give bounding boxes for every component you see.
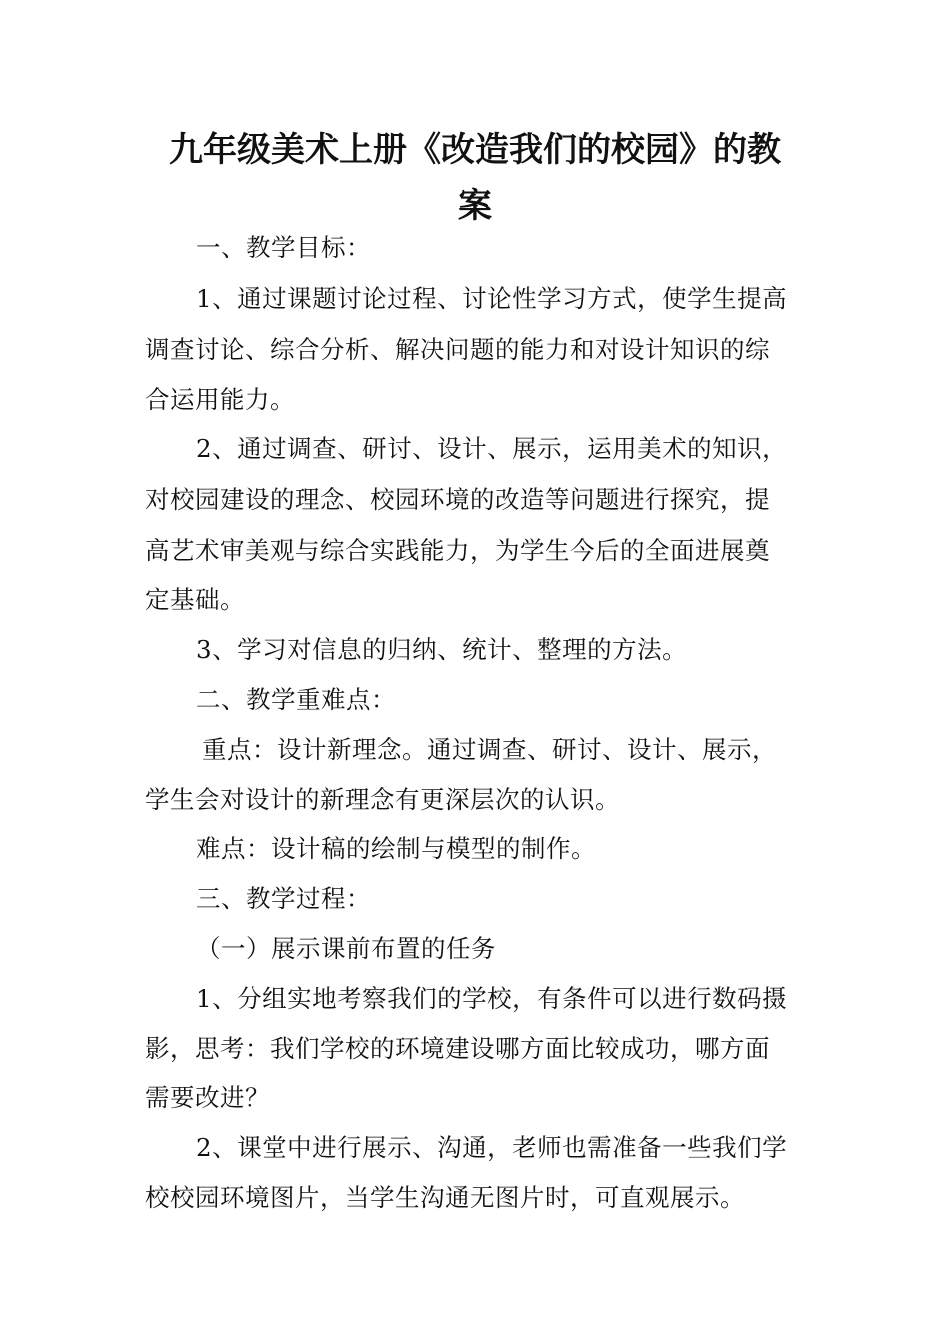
document-title-line-2: 案 bbox=[458, 186, 492, 226]
paragraph-line: 难点：设计稿的绘制与模型的制作。 bbox=[196, 834, 596, 863]
section-heading-key-points: 二、教学重难点： bbox=[196, 685, 396, 714]
paragraph-line: 定基础。 bbox=[145, 585, 245, 614]
subsection-heading: （一）展示课前布置的任务 bbox=[196, 934, 496, 963]
document-title-line-1: 九年级美术上册《改造我们的校园》的教 bbox=[169, 130, 781, 170]
paragraph-line: 1、通过课题讨论过程、讨论性学习方式，使学生提高 bbox=[196, 284, 788, 313]
section-heading-process: 三、教学过程： bbox=[196, 884, 371, 913]
paragraph-line: 2、通过调查、研讨、设计、展示，运用美术的知识， bbox=[196, 434, 788, 463]
section-heading-objectives: 一、教学目标： bbox=[196, 233, 371, 262]
paragraph-line: 合运用能力。 bbox=[145, 385, 295, 414]
paragraph-line: 需要改进？ bbox=[145, 1083, 270, 1112]
paragraph-line: 对校园建设的理念、校园环境的改造等问题进行探究，提 bbox=[145, 485, 770, 514]
paragraph-line: 3、学习对信息的归纳、统计、整理的方法。 bbox=[196, 635, 688, 664]
paragraph-line: 调查讨论、综合分析、解决问题的能力和对设计知识的综 bbox=[145, 335, 770, 364]
paragraph-line: 高艺术审美观与综合实践能力，为学生今后的全面进展奠 bbox=[145, 536, 770, 565]
paragraph-line: 校校园环境图片，当学生沟通无图片时，可直观展示。 bbox=[145, 1183, 745, 1212]
paragraph-line: 学生会对设计的新理念有更深层次的认识。 bbox=[145, 785, 620, 814]
paragraph-line: 重点：设计新理念。通过调查、研讨、设计、展示， bbox=[202, 735, 777, 764]
paragraph-line: 2、课堂中进行展示、沟通，老师也需准备一些我们学 bbox=[196, 1133, 788, 1162]
paragraph-line: 1、分组实地考察我们的学校，有条件可以进行数码摄 bbox=[196, 984, 788, 1013]
paragraph-line: 影，思考：我们学校的环境建设哪方面比较成功，哪方面 bbox=[145, 1034, 770, 1063]
